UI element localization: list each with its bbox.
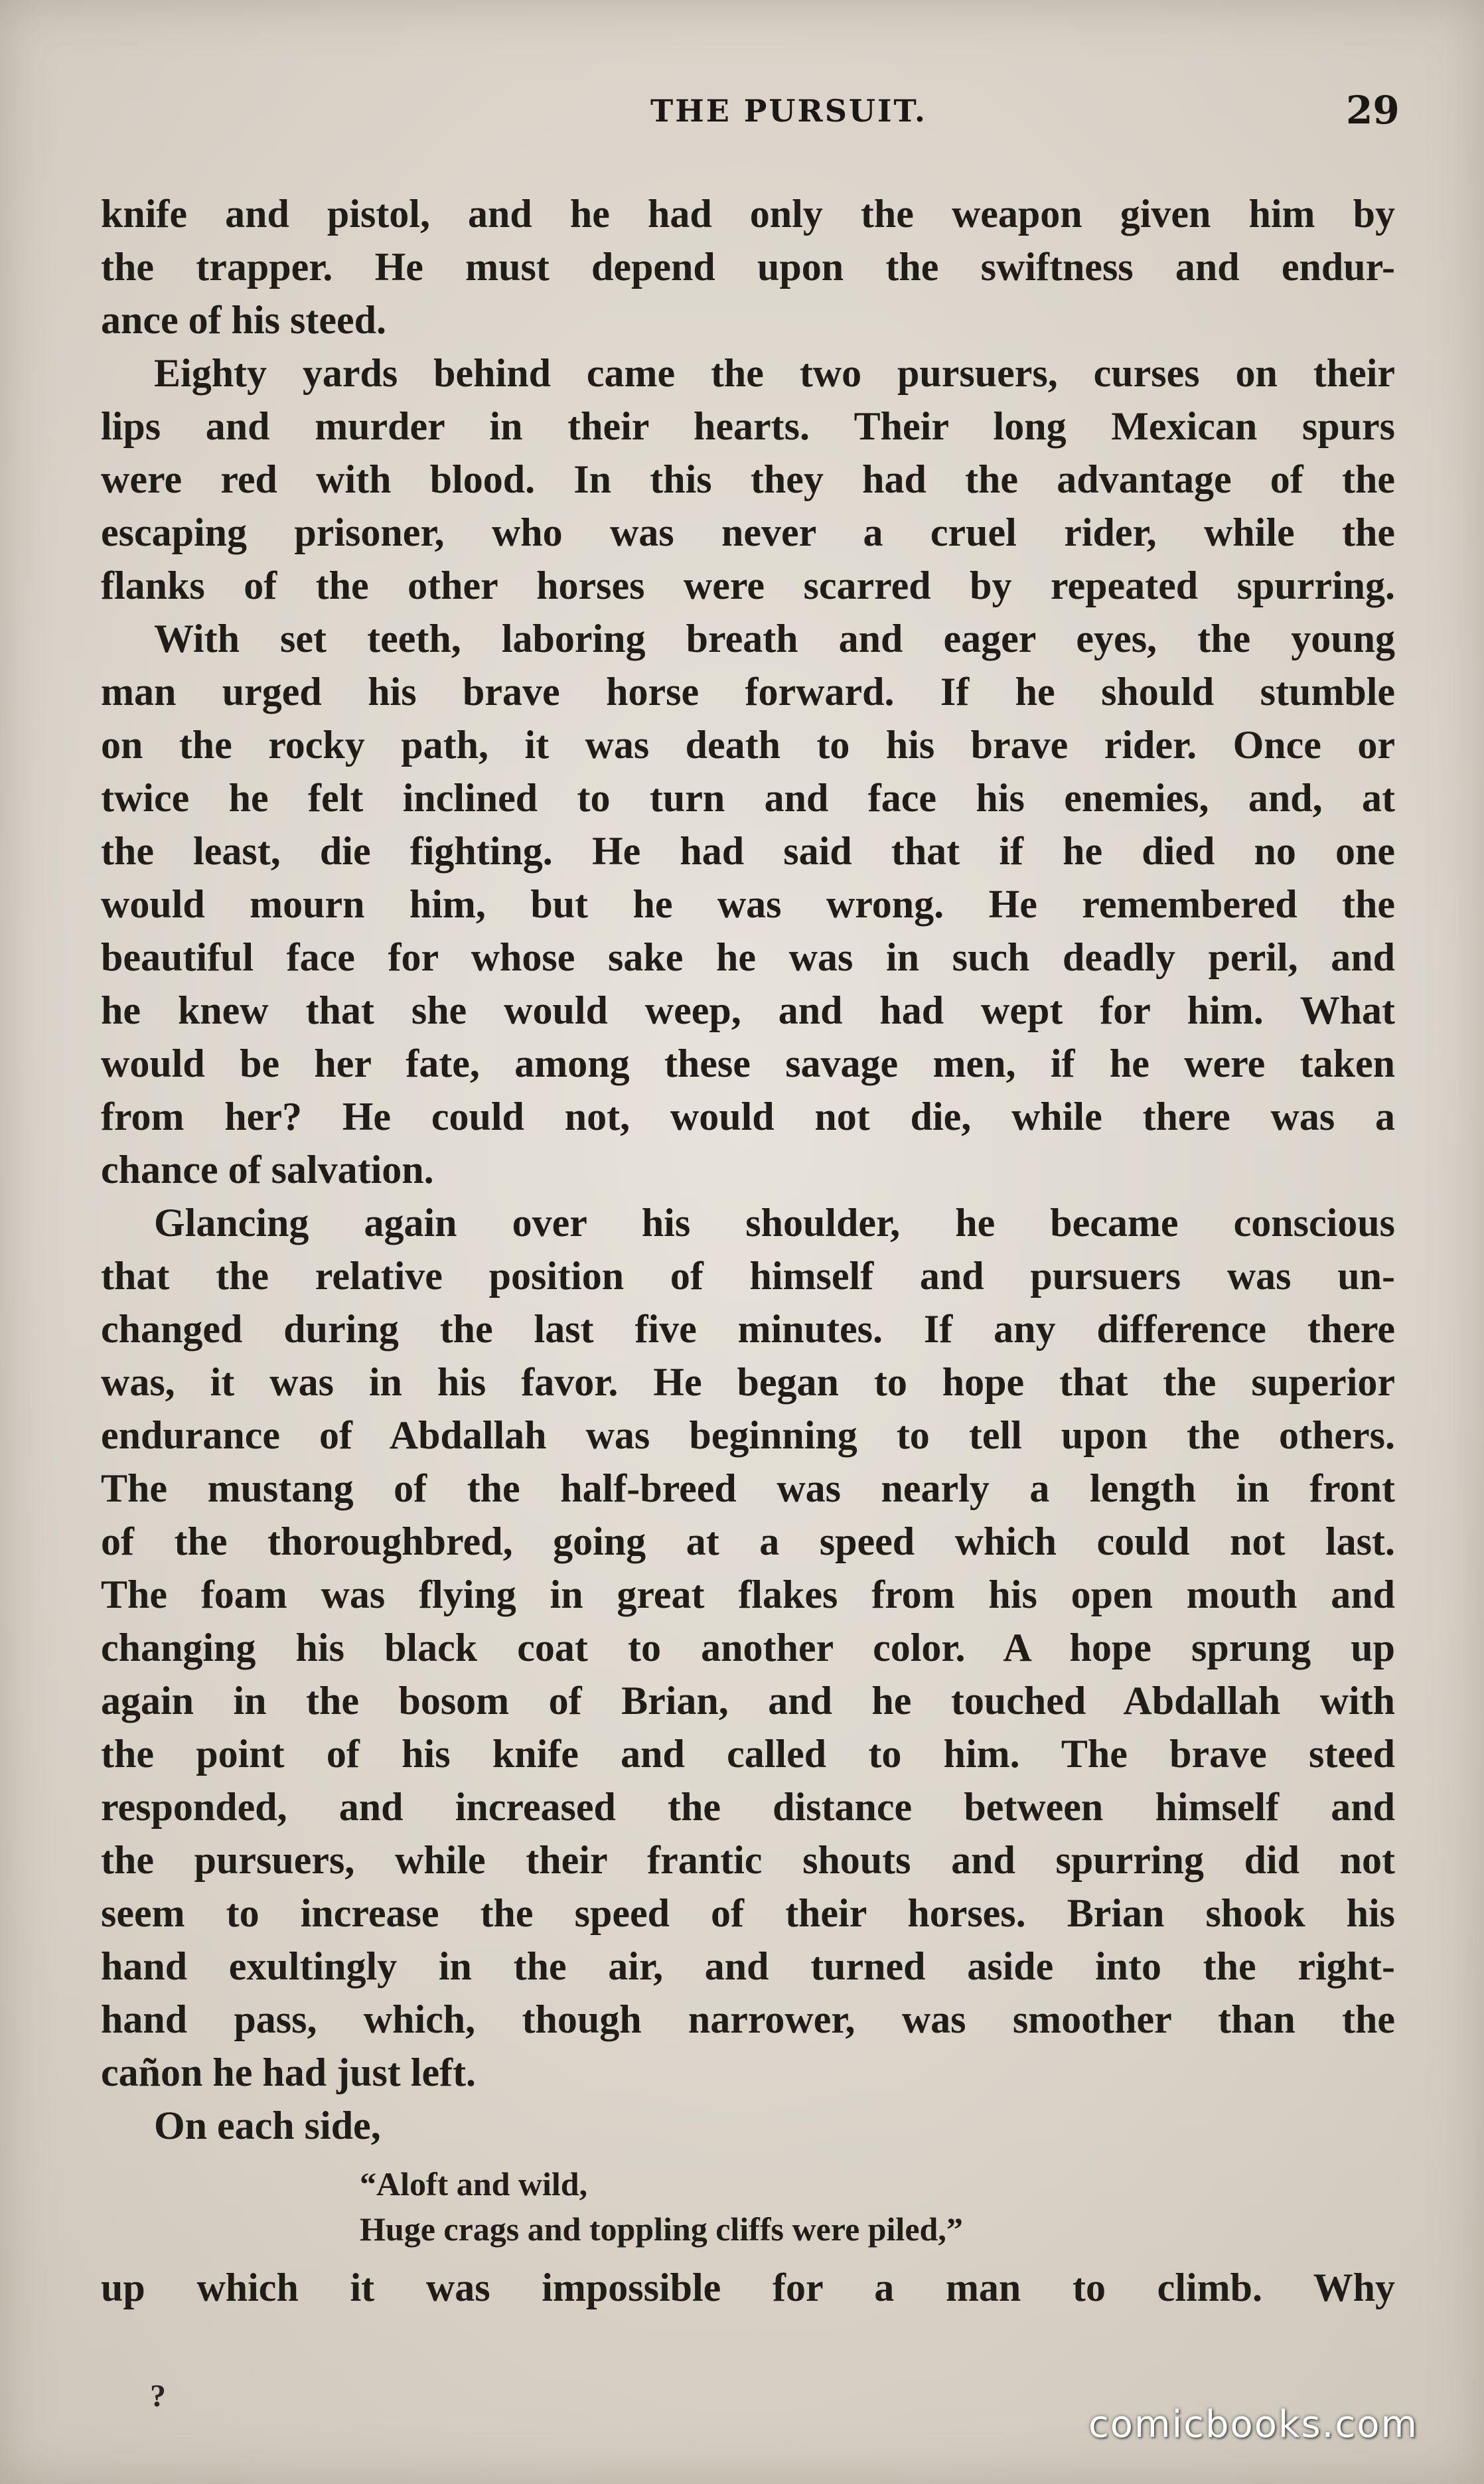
text-line: he knew that she would weep, and had wept for him. What bbox=[101, 988, 1395, 1032]
text-line: cañon he had just left. bbox=[101, 2051, 477, 2094]
text-line: beautiful face for whose sake he was in such deadly peril, and bbox=[101, 935, 1395, 979]
text-line: The mustang of the half-breed was nearly a length in front bbox=[101, 1466, 1395, 1510]
text-line: On each side, bbox=[154, 2104, 381, 2147]
text-line: up which it was impossible for a man to climb. Why bbox=[101, 2266, 1395, 2309]
text-line: man urged his brave horse forward. If he should stumble bbox=[101, 670, 1395, 714]
text-line: endurance of Abdallah was beginning to tell upon the others. bbox=[101, 1413, 1395, 1457]
verse-quote bbox=[101, 2161, 1395, 2252]
body-text bbox=[101, 187, 1395, 2314]
text-line: was, it was in his favor. He began to hope that the superior bbox=[101, 1360, 1395, 1404]
text-line: again in the bosom of Brian, and he touched Abdallah with bbox=[101, 1679, 1395, 1723]
text-line: Glancing again over his shoulder, he became conscious bbox=[154, 1201, 1395, 1245]
running-head bbox=[0, 85, 1484, 138]
text-line: of the thoroughbred, going at a speed which could not last. bbox=[101, 1519, 1395, 1563]
quote-line: “Aloft and wild, bbox=[360, 2165, 588, 2203]
text-line: flanks of the other horses were scarred by repeated spurring. bbox=[101, 564, 1395, 607]
text-line: the least, die fighting. He had said that if he died no one bbox=[101, 829, 1395, 873]
text-line: twice he felt inclined to turn and face his enemies, and, at bbox=[101, 776, 1395, 820]
text-line: knife and pistol, and he had only the weapon given him by bbox=[101, 192, 1395, 236]
text-line: hand pass, which, though narrower, was smoother than the bbox=[101, 1997, 1395, 2041]
text-line: The foam was flying in great flakes from his open mouth and bbox=[101, 1573, 1395, 1616]
text-line: changed during the last five minutes. If any difference there bbox=[101, 1307, 1395, 1351]
running-title: THE PURSUIT. bbox=[650, 93, 927, 129]
text-line: the pursuers, while their frantic shouts and spurring did not bbox=[101, 1838, 1395, 1882]
text-line: ance of his steed. bbox=[101, 298, 386, 342]
text-line: escaping prisoner, who was never a cruel rider, while the bbox=[101, 510, 1395, 554]
stray-print-mark: ? bbox=[150, 2378, 166, 2414]
text-line: changing his black coat to another color. A hope sprung up bbox=[101, 1626, 1395, 1669]
text-line: Eighty yards behind came the two pursuers, curses on their bbox=[154, 351, 1395, 395]
spacer bbox=[101, 2252, 1395, 2261]
text-line: seem to increase the speed of their horses. Brian shook his bbox=[101, 1891, 1395, 1935]
text-line: the point of his knife and called to him. The brave steed bbox=[101, 1732, 1395, 1776]
page-number: 29 bbox=[1346, 88, 1400, 133]
text-line: hand exultingly in the air, and turned aside into the right- bbox=[101, 1944, 1395, 1988]
text-line: that the relative position of himself and pursuers was un- bbox=[101, 1254, 1395, 1298]
watermark: comicbooks.com bbox=[1088, 2403, 1419, 2446]
text-line: lips and murder in their hearts. Their long Mexican spurs bbox=[101, 404, 1395, 448]
text-line: on the rocky path, it was death to his brave rider. Once or bbox=[101, 723, 1395, 767]
spacer bbox=[101, 2152, 1395, 2161]
text-line: were red with blood. In this they had the advantage of the bbox=[101, 457, 1395, 501]
text-line: With set teeth, laboring breath and eager eyes, the young bbox=[154, 617, 1395, 660]
quote-line: Huge crags and toppling cliffs were piled,” bbox=[360, 2211, 963, 2248]
text-line: chance of salvation. bbox=[101, 1148, 434, 1192]
text-line: responded, and increased the distance between himself and bbox=[101, 1785, 1395, 1829]
text-line: the trapper. He must depend upon the swiftness and endur- bbox=[101, 245, 1395, 289]
text-line: would be her fate, among these savage men, if he were taken bbox=[101, 1042, 1395, 1085]
text-line: would mourn him, but he was wrong. He remembered the bbox=[101, 882, 1395, 926]
text-line: from her? He could not, would not die, while there was a bbox=[101, 1095, 1395, 1138]
